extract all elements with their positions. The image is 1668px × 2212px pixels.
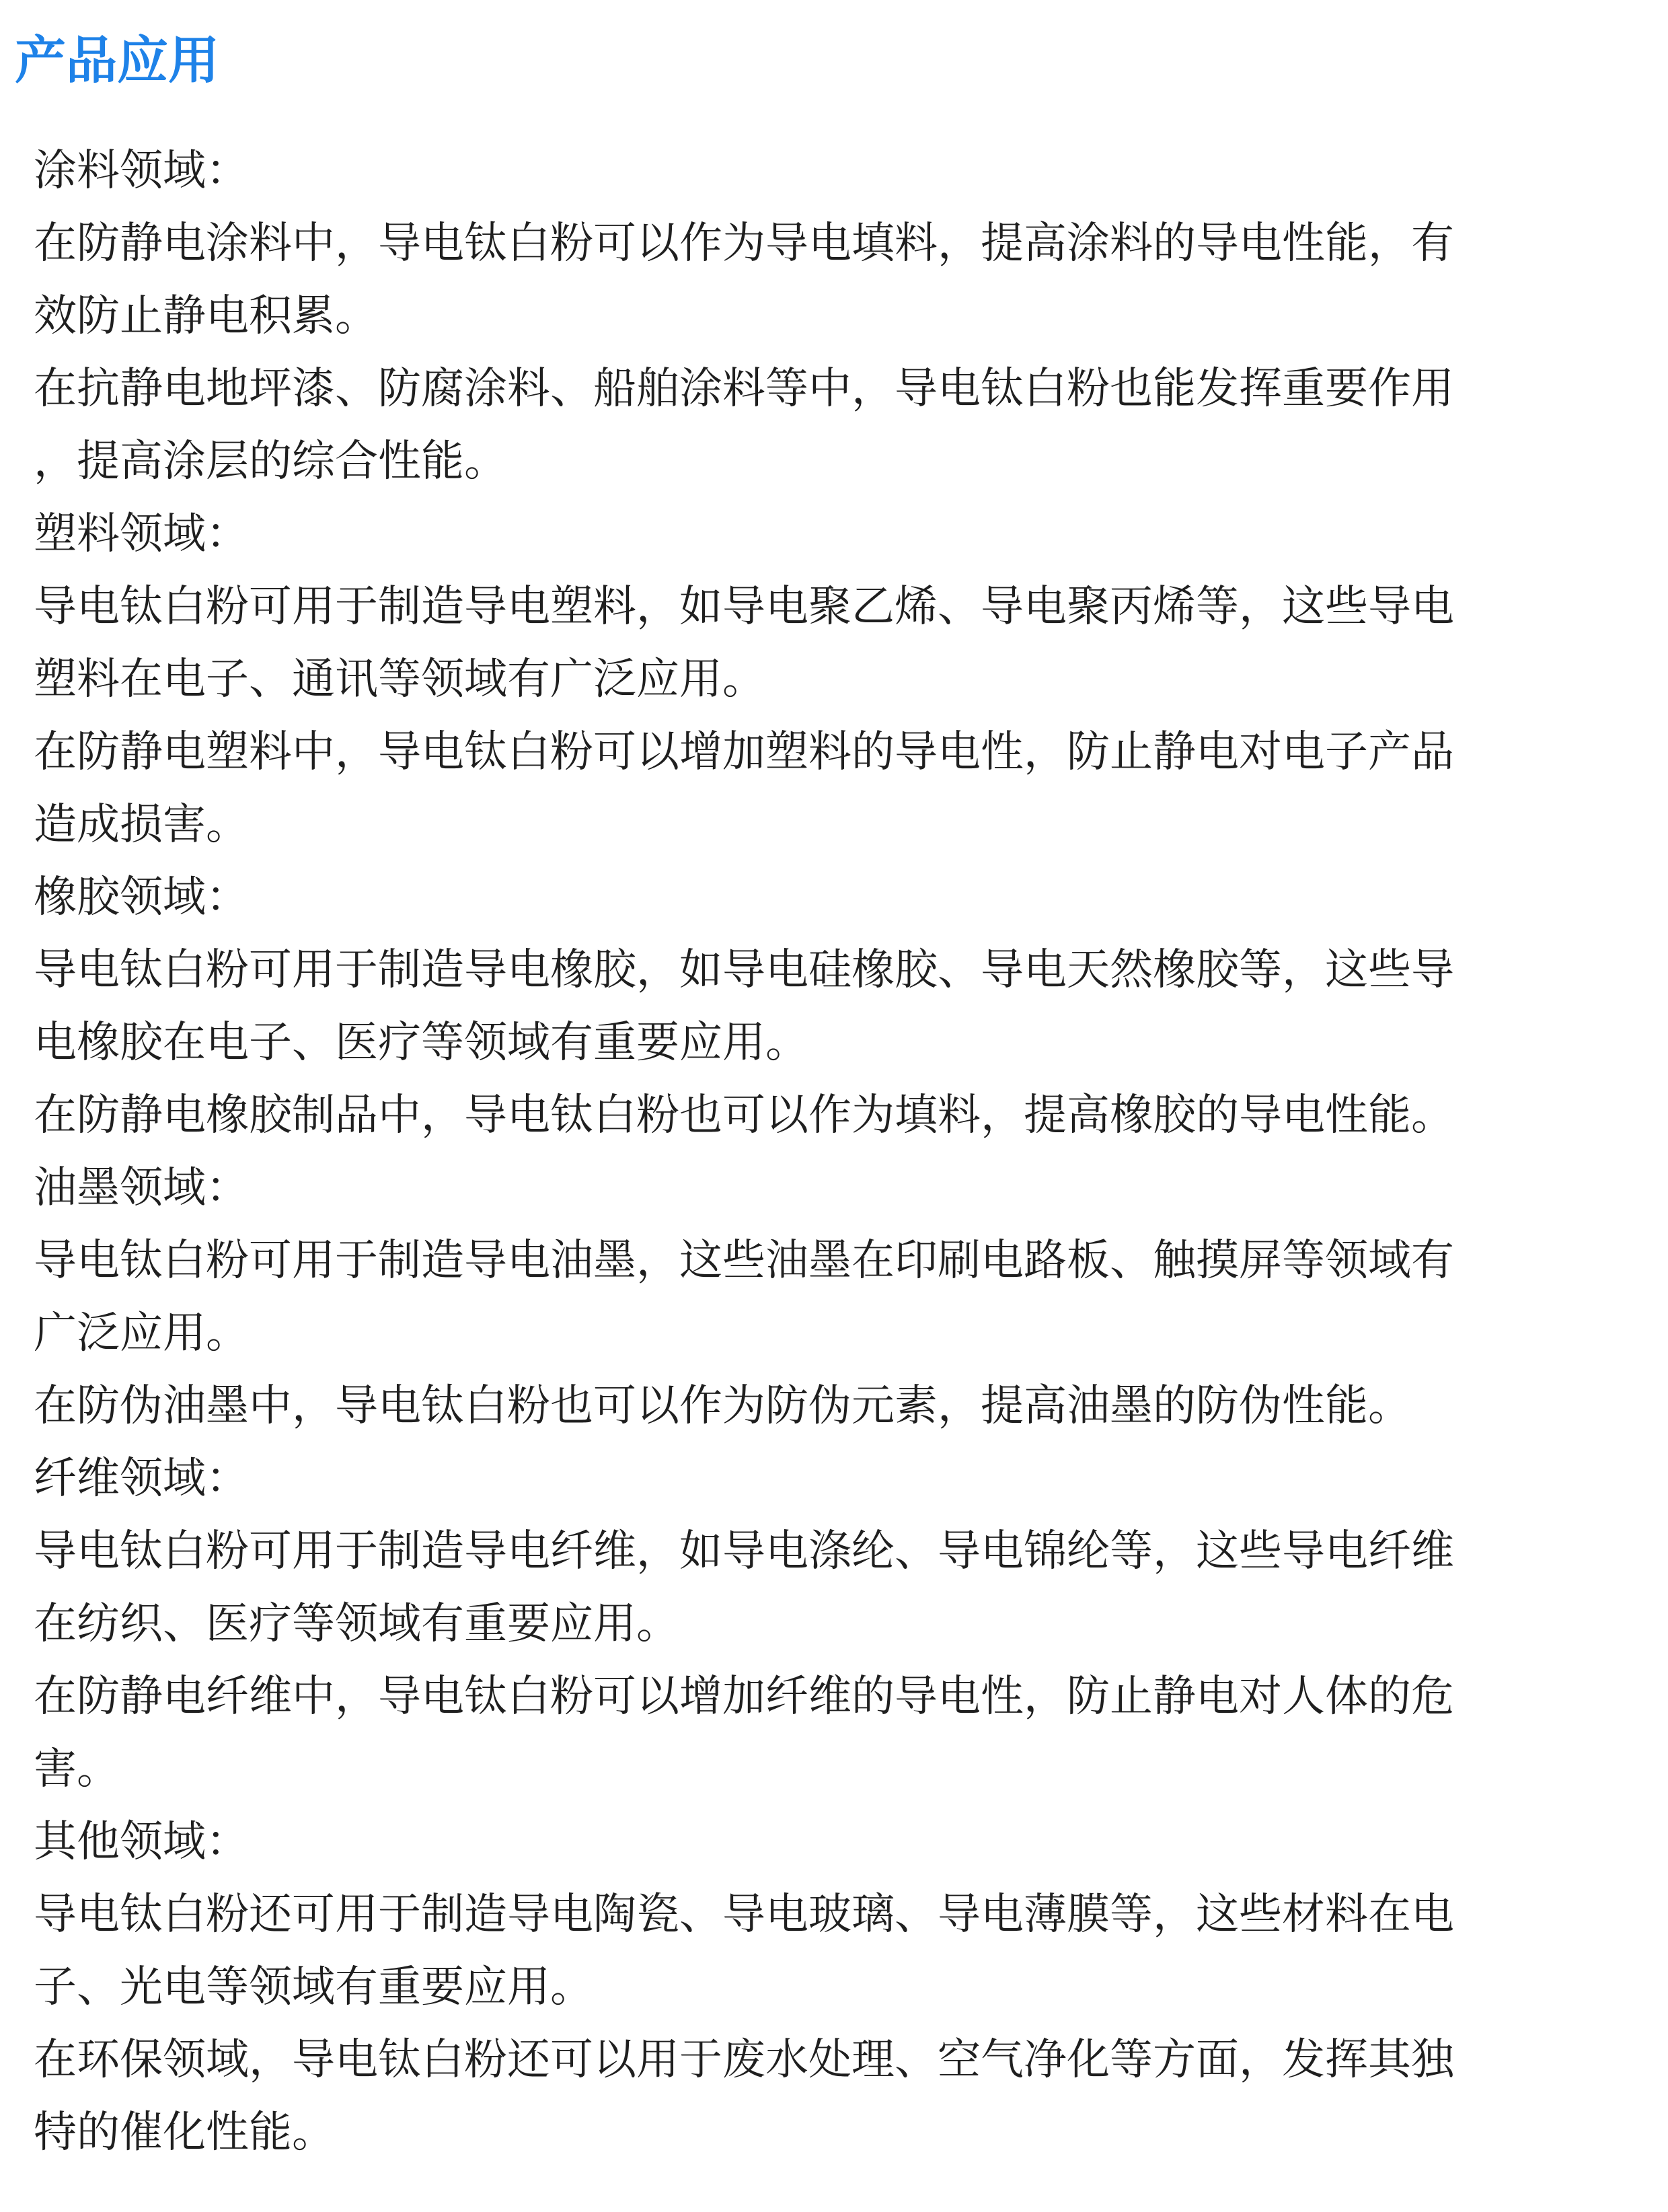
paragraph-line: 导电钛白粉可用于制造导电油墨，这些油墨在印刷电路板、触摸屏等领域有 bbox=[34, 1236, 1454, 1286]
section-heading-coatings: 涂料领域： bbox=[34, 146, 249, 196]
paragraph-line: 在防静电橡胶制品中，导电钛白粉也可以作为填料，提高橡胶的导电性能。 bbox=[34, 1091, 1454, 1140]
paragraph-line: 导电钛白粉可用于制造导电塑料，如导电聚乙烯、导电聚丙烯等，这些导电 bbox=[34, 582, 1454, 632]
paragraph-line: 导电钛白粉还可用于制造导电陶瓷、导电玻璃、导电薄膜等，这些材料在电 bbox=[34, 1890, 1454, 1940]
paragraph-line: 在防伪油墨中，导电钛白粉也可以作为防伪元素，提高油墨的防伪性能。 bbox=[34, 1381, 1411, 1431]
section-heading-other: 其他领域： bbox=[34, 1817, 249, 1867]
page-title: 产品应用 bbox=[15, 30, 219, 90]
section-heading-rubber: 橡胶领域： bbox=[34, 873, 249, 922]
paragraph-line: 效防止静电积累。 bbox=[34, 291, 378, 341]
paragraph-line: 导电钛白粉可用于制造导电橡胶，如导电硅橡胶、导电天然橡胶等，这些导 bbox=[34, 945, 1454, 995]
section-heading-plastics: 塑料领域： bbox=[34, 509, 249, 559]
section-heading-ink: 油墨领域： bbox=[34, 1163, 249, 1213]
document-body bbox=[34, 135, 1601, 2169]
paragraph-line: 在抗静电地坪漆、防腐涂料、船舶涂料等中，导电钛白粉也能发挥重要作用 bbox=[34, 364, 1454, 414]
paragraph-line: 塑料在电子、通讯等领域有广泛应用。 bbox=[34, 655, 765, 704]
paragraph-line: 在防静电纤维中，导电钛白粉可以增加纤维的导电性，防止静电对人体的危 bbox=[34, 1672, 1454, 1722]
paragraph-line: 导电钛白粉可用于制造导电纤维，如导电涤纶、导电锦纶等，这些导电纤维 bbox=[34, 1526, 1454, 1576]
paragraph-line: 特的催化性能。 bbox=[34, 2108, 335, 2158]
paragraph-line: 电橡胶在电子、医疗等领域有重要应用。 bbox=[34, 1018, 808, 1068]
paragraph-line: 广泛应用。 bbox=[34, 1308, 249, 1358]
paragraph-line: 害。 bbox=[34, 1744, 120, 1794]
section-heading-fiber: 纤维领域： bbox=[34, 1454, 249, 1504]
paragraph-line: 子、光电等领域有重要应用。 bbox=[34, 1962, 593, 2012]
paragraph-line: 造成损害。 bbox=[34, 800, 249, 850]
paragraph-line: 在防静电涂料中，导电钛白粉可以作为导电填料，提高涂料的导电性能，有 bbox=[34, 219, 1454, 268]
paragraph-line: 在防静电塑料中，导电钛白粉可以增加塑料的导电性，防止静电对电子产品 bbox=[34, 727, 1454, 777]
paragraph-line: 在纺织、医疗等领域有重要应用。 bbox=[34, 1599, 679, 1649]
paragraph-line: ，提高涂层的综合性能。 bbox=[34, 437, 507, 486]
paragraph-line: 在环保领域，导电钛白粉还可以用于废水处理、空气净化等方面，发挥其独 bbox=[34, 2035, 1454, 2085]
